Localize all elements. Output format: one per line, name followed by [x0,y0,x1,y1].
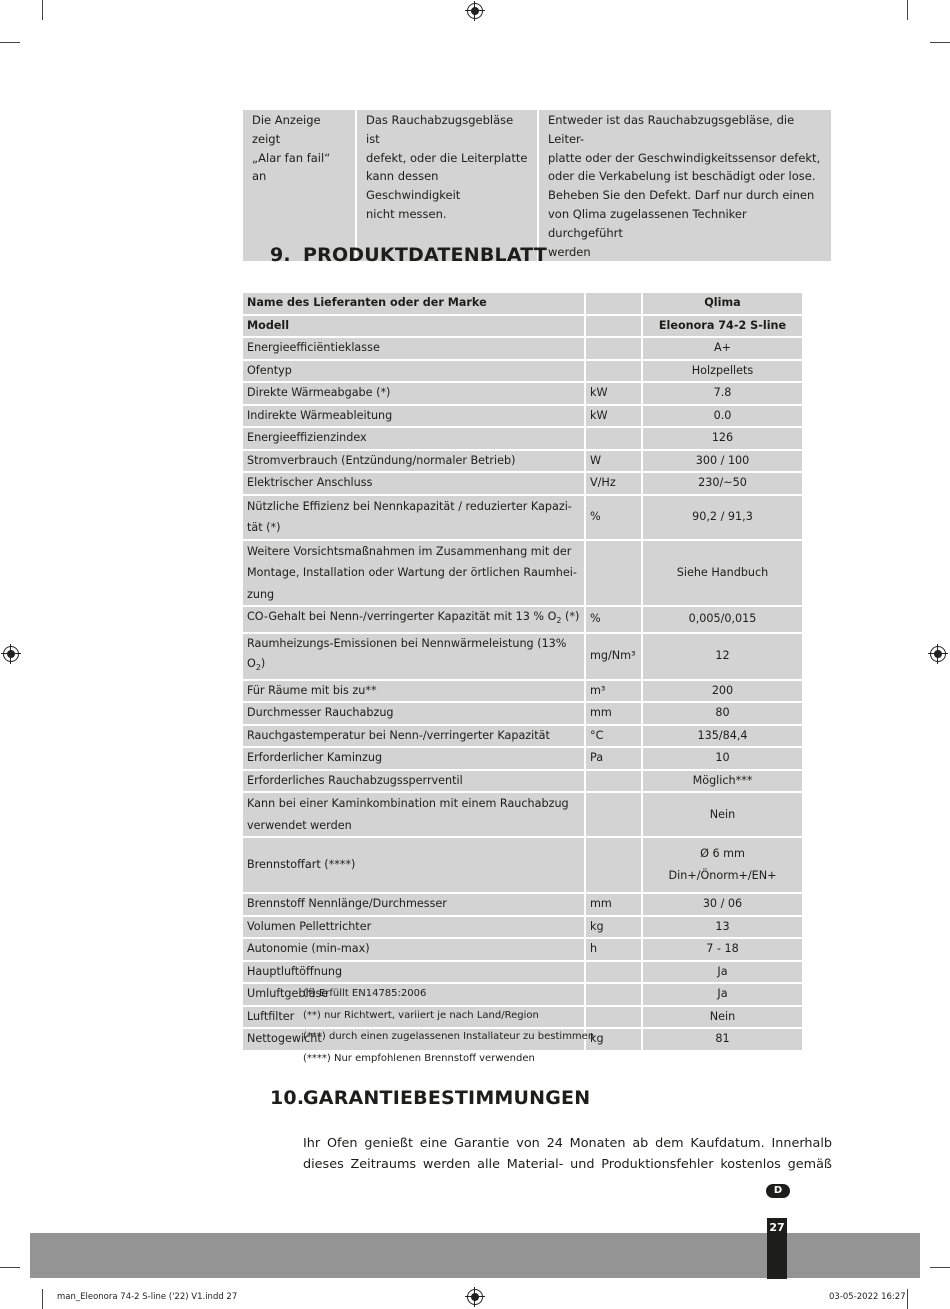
table-row [243,680,802,703]
table-row [243,337,802,360]
label-cell: Elektrischer Anschluss [243,472,585,495]
value-cell: 90,2 / 91,3 [642,495,802,540]
label-cell: Brennstoff Nennlänge/Durchmesser [243,893,585,916]
label-cell: Durchmesser Rauchabzug [243,702,585,725]
label-cell: Weitere Vorsichtsmaßnahmen im Zusammenhang mit der Montage, Installation oder Wartung der örtlichen Raumhei- zung [243,540,585,607]
unit-cell: °C [585,725,642,748]
label-cell: Raumheizungs-Emissionen bei Nennwärmeleistung (13% $O_2$) [243,633,585,680]
unit-cell [585,315,642,338]
table-row [243,938,802,961]
unit-cell [585,792,642,837]
unit-cell: kW [585,382,642,405]
table-row [243,747,802,770]
unit-cell: W [585,450,642,473]
label-cell: Ofentyp [243,360,585,383]
unit-cell: % [585,606,642,633]
crop-mark [930,1267,950,1268]
value-cell: 0,005/0,015 [642,606,802,633]
table-row [243,606,802,633]
value-cell: 0.0 [642,405,802,428]
label-cell: CO-Gehalt bei Nenn-/verringerter Kapazität mit 13 % $O_2$ (*) [243,606,585,633]
label-cell: Name des Lieferanten oder der Marke [243,292,585,315]
crop-mark [42,0,43,20]
table-row [243,961,802,984]
unit-cell [585,337,642,360]
table-row [243,472,802,495]
registration-mark-icon [467,1289,483,1305]
value-cell: Nein [642,1006,802,1029]
label-cell: Energieeffizienzindex [243,427,585,450]
label-cell: Erforderliches Rauchabzugssperrventil [243,770,585,793]
table-row [243,837,802,893]
unit-cell: h [585,938,642,961]
label-cell: Für Räume mit bis zu** [243,680,585,703]
value-cell: 135/84,4 [642,725,802,748]
warranty-paragraph: Ihr Ofen genießt eine Garantie von 24 Monaten ab dem Kaufdatum. Innerhalb dieses Zeitraums werden alle Material- und Produktionsfehler kostenlos gemäß [303,1136,832,1172]
cause-cell: Das Rauchabzugsgebläse ist defekt, oder die Leiterplatte kann dessen Geschwindigkeit nicht messen. [356,110,538,261]
table-row [243,495,802,540]
label-cell: Hauptluftöffnung [243,961,585,984]
crop-mark [907,1289,908,1309]
label-cell: Umluftgebläse [243,983,585,1006]
table-row [243,792,802,837]
value-cell: Eleonora 74-2 S-line [642,315,802,338]
unit-cell [585,837,642,893]
table-row [243,770,802,793]
crop-mark [907,0,908,20]
unit-cell [585,427,642,450]
table-row [243,893,802,916]
table-row [243,382,802,405]
date-slug: 03-05-2022 16:27 [829,1292,906,1302]
unit-cell [585,961,642,984]
solution-cell: Entweder ist das Rauchabzugsgebläse, die Leiter- platte oder der Geschwindigkeitssensor defekt, oder die Verkabelung ist beschädigt oder lose. Beheben Sie den Defekt. Darf nur durch einen von Qlima zugelassenen Techniker durchgeführt werden [538,110,831,261]
registration-mark-icon [3,646,19,662]
unit-cell [585,770,642,793]
value-cell: 12 [642,633,802,680]
troubleshooting-table [243,110,831,261]
table-row [243,292,802,315]
footnote: (***) durch einen zugelassenen Installateur zu bestimmen [303,1031,595,1043]
value-cell: 30 / 06 [642,893,802,916]
unit-cell: mg/Nm³ [585,633,642,680]
value-cell: 10 [642,747,802,770]
value-cell: Qlima [642,292,802,315]
value-cell: Ø 6 mm Din+/Önorm+/EN+ [642,837,802,893]
footnote: (**) nur Richtwert, variiert je nach Land/Region [303,1009,539,1021]
table-row [243,916,802,939]
table-row [243,360,802,383]
label-cell: Modell [243,315,585,338]
page-number: 27 [767,1218,787,1279]
value-cell: Ja [642,983,802,1006]
unit-cell [585,292,642,315]
value-cell: 230/~50 [642,472,802,495]
value-cell: 81 [642,1028,802,1051]
table-row [243,315,802,338]
crop-mark [0,1267,20,1268]
label-cell: Autonomie (min-max) [243,938,585,961]
table-row [243,725,802,748]
unit-cell: kg [585,916,642,939]
label-cell: Erforderlicher Kaminzug [243,747,585,770]
value-cell: 7 - 18 [642,938,802,961]
value-cell: 7.8 [642,382,802,405]
value-cell: Holzpellets [642,360,802,383]
registration-mark-icon [930,646,946,662]
label-cell: Nettogewicht [243,1028,585,1051]
label-cell: Nützliche Effizienz bei Nennkapazität / reduzierter Kapazi- tät (*) [243,495,585,540]
value-cell: Möglich*** [642,770,802,793]
language-badge: D [766,1184,790,1198]
table-row [243,450,802,473]
unit-cell: mm [585,702,642,725]
value-cell: 13 [642,916,802,939]
unit-cell: kW [585,405,642,428]
section-heading: 10.GARANTIEBESTIMMUNGEN [270,1087,591,1109]
table-row [243,405,802,428]
section-heading: 9. PRODUKTDATENBLATT [270,244,548,266]
table-row [243,633,802,680]
symptom-cell: Die Anzeige zeigt „Alar fan fail“ an [243,110,356,261]
footnote: (*) Erfüllt EN14785:2006 [303,988,427,999]
footnote: (****) Nur empfohlenen Brennstoff verwenden [303,1053,535,1065]
registration-mark-icon [467,3,483,19]
value-cell: Ja [642,961,802,984]
value-cell: 126 [642,427,802,450]
unit-cell [585,360,642,383]
label-cell: Stromverbrauch (Entzündung/normaler Betrieb) [243,450,585,473]
label-cell: Luftfilter [243,1006,585,1029]
crop-mark [930,42,950,43]
unit-cell: V/Hz [585,472,642,495]
value-cell: A+ [642,337,802,360]
table-row [243,110,831,261]
value-cell: Nein [642,792,802,837]
label-cell: Volumen Pellettrichter [243,916,585,939]
label-cell: Brennstoffart (****) [243,837,585,893]
unit-cell: m³ [585,680,642,703]
unit-cell: kg [585,1028,642,1051]
value-cell: 80 [642,702,802,725]
unit-cell [585,540,642,607]
product-data-table [243,291,802,1052]
crop-mark [42,1289,43,1309]
table-row [243,427,802,450]
label-cell: Direkte Wärmeabgabe (*) [243,382,585,405]
label-cell: Rauchgastemperatur bei Nenn-/verringerter Kapazität [243,725,585,748]
unit-cell: % [585,495,642,540]
table-row [243,702,802,725]
value-cell: 300 / 100 [642,450,802,473]
value-cell: 200 [642,680,802,703]
label-cell: Energieefficiëntieklasse [243,337,585,360]
file-slug: man_Eleonora 74-2 S-line ('22) V1.indd 27 [57,1292,238,1302]
footnotes [303,986,594,1073]
crop-mark [0,42,20,43]
unit-cell: mm [585,893,642,916]
value-cell: Siehe Handbuch [642,540,802,607]
unit-cell: Pa [585,747,642,770]
label-cell: Kann bei einer Kaminkombination mit einem Rauchabzug verwendet werden [243,792,585,837]
label-cell: Indirekte Wärmeableitung [243,405,585,428]
table-row [243,540,802,607]
